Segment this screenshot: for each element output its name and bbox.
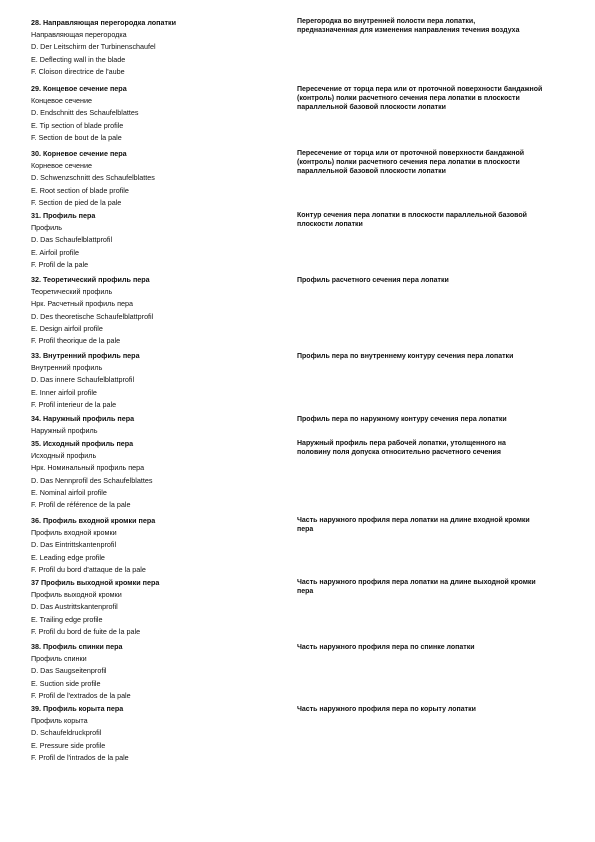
term-title: 37 Профиль выходной кромки пера xyxy=(31,578,160,587)
term-definition xyxy=(297,705,559,714)
term-block xyxy=(31,148,281,209)
term-french: F. Profil interieur de la pale xyxy=(31,399,117,409)
definition-line: Профиль пера по наружному контуру сечения пера лопатки xyxy=(297,416,507,423)
definition-line: пера xyxy=(297,588,314,595)
term-deprecated: Нрк. Расчетный профиль пера xyxy=(31,299,133,309)
term-block xyxy=(31,413,281,437)
term-title: 29. Концевое сечение пера xyxy=(31,84,127,93)
definition-line: плоскости лопатки xyxy=(297,221,363,228)
term-definition xyxy=(297,439,559,457)
term-title: 34. Наружный профиль пера xyxy=(31,414,135,423)
term-short: Теоретический профиль xyxy=(31,287,113,297)
term-title: 30. Корневое сечение пера xyxy=(31,149,127,158)
term-german: D. Das Austrittskantenprofil xyxy=(31,602,118,612)
term-block xyxy=(31,83,281,144)
term-block xyxy=(31,438,281,511)
term-short: Профиль входной кромки xyxy=(31,528,117,538)
term-english: E. Airfoil profile xyxy=(31,247,79,257)
definition-line: Пересечение от торца или от проточной поверхности бандажной xyxy=(297,150,525,157)
term-definition xyxy=(297,85,559,112)
term-english: E. Deflecting wall in the blade xyxy=(31,54,126,64)
term-german: D. Der Leitschirm der Turbinenschaufel xyxy=(31,42,156,52)
definition-line: пера xyxy=(297,526,314,533)
term-deprecated: Нрк. Номинальный профиль пера xyxy=(31,463,145,473)
term-short: Профиль выходной кромки xyxy=(31,590,122,600)
term-title: 31. Профиль пера xyxy=(31,211,96,220)
term-german: D. Des theoretische Schaufelblattprofil xyxy=(31,311,154,321)
term-block xyxy=(31,515,281,576)
term-french: F. Profil du bord de fuite de la pale xyxy=(31,626,141,636)
term-german: D. Schwenzschnitt des Schaufelblattes xyxy=(31,173,155,183)
term-french: F. Section de bout de la pale xyxy=(31,132,122,142)
term-french: F. Profil de référence de la pale xyxy=(31,500,131,510)
term-definition xyxy=(297,149,559,176)
term-french: F. Profil de la pale xyxy=(31,259,89,269)
term-german: D. Das Nennprofil des Schaufelblattes xyxy=(31,475,153,485)
term-english: E. Leading edge profile xyxy=(31,552,105,562)
term-short: Исходный профиль xyxy=(31,451,97,461)
term-definition xyxy=(297,276,559,285)
term-short: Концевое сечение xyxy=(31,96,92,106)
term-german: D. Endschnitt des Schaufelblattes xyxy=(31,108,139,118)
term-short: Профиль спинки xyxy=(31,654,87,664)
term-title: 35. Исходный профиль пера xyxy=(31,439,134,448)
term-english: E. Root section of blade profile xyxy=(31,185,129,195)
term-definition xyxy=(297,643,559,652)
term-short: Корневое сечение xyxy=(31,161,92,171)
term-german: D. Das Schaufelblattprofil xyxy=(31,235,113,245)
term-german: D. Das Eintrittskantenprofil xyxy=(31,540,117,550)
term-short: Профиль корыта xyxy=(31,716,88,726)
term-definition xyxy=(297,516,559,534)
term-block xyxy=(31,17,281,78)
term-short: Наружный профиль xyxy=(31,426,98,436)
term-german: D. Das Saugseitenprofil xyxy=(31,666,107,676)
definition-line: Контур сечения пера лопатки в плоскости параллельной базовой xyxy=(297,212,527,219)
term-block xyxy=(31,703,281,764)
term-french: F. Profil de l'intrados de la pale xyxy=(31,752,129,762)
term-title: 28. Направляющая перегородка лопатки xyxy=(31,18,177,27)
definition-line: Перегородка во внутренней полости пера лопатки, xyxy=(297,18,476,25)
term-english: E. Suction side profile xyxy=(31,678,101,688)
definition-line: (контроль) полки расчетного сечения пера лопатки в плоскости xyxy=(297,159,520,166)
term-block xyxy=(31,350,281,411)
term-block xyxy=(31,210,281,271)
definition-line: Наружный профиль пера рабочей лопатки, утолщенного на xyxy=(297,440,506,447)
term-block xyxy=(31,641,281,702)
term-english: E. Trailing edge profile xyxy=(31,614,103,624)
definition-line: параллельной базовой плоскости лопатки xyxy=(297,104,446,111)
term-short: Внутренний профиль xyxy=(31,363,103,373)
term-definition xyxy=(297,578,559,596)
term-title: 32. Теоретический профиль пера xyxy=(31,275,150,284)
term-french: F. Profil theorique de la pale xyxy=(31,336,121,346)
term-french: F. Profil du bord d'attaque de la pale xyxy=(31,564,146,574)
definition-line: предназначенная для изменения направления течения воздуха xyxy=(297,27,520,34)
term-short: Направляющая перегородка xyxy=(31,30,127,40)
definition-line: Часть наружного профиля пера по корыту лопатки xyxy=(297,706,476,713)
term-french: F. Cloison directrice de l'aube xyxy=(31,66,125,76)
definition-line: Часть наружного профиля пера лопатки на длине выходной кромки xyxy=(297,579,536,586)
definition-line: Часть наружного профиля пера по спинке лопатки xyxy=(297,644,475,651)
term-block xyxy=(31,577,281,638)
term-title: 36. Профиль входной кромки пера xyxy=(31,516,156,525)
term-english: E. Tip section of blade profile xyxy=(31,120,124,130)
term-german: D. Schaufeldruckprofil xyxy=(31,728,102,738)
definition-line: параллельной базовой плоскости лопатки xyxy=(297,168,446,175)
term-english: E. Nominal airfoil profile xyxy=(31,487,107,497)
term-french: F. Profil de l'extrados de la pale xyxy=(31,690,131,700)
term-definition xyxy=(297,415,559,424)
term-definition xyxy=(297,211,559,229)
term-title: 39. Профиль корыта пера xyxy=(31,704,124,713)
definition-line: Пересечение от торца пера или от проточной поверхности бандажной xyxy=(297,86,543,93)
definition-line: (контроль) полки расчетного сечения пера лопатки в плоскости xyxy=(297,95,520,102)
term-block xyxy=(31,274,281,347)
term-definition xyxy=(297,17,559,35)
definition-line: Профиль расчетного сечения пера лопатки xyxy=(297,277,449,284)
definition-line: Профиль пера по внутреннему контуру сечения пера лопатки xyxy=(297,353,514,360)
term-title: 33. Внутренний профиль пера xyxy=(31,351,140,360)
definition-line: Часть наружного профиля пера лопатки на длине входной кромки xyxy=(297,517,530,524)
term-french: F. Section de pied de la pale xyxy=(31,197,122,207)
term-english: E. Inner airfoil profile xyxy=(31,387,97,397)
term-short: Профиль xyxy=(31,223,63,233)
term-english: E. Pressure side profile xyxy=(31,740,106,750)
term-english: E. Design airfoil profile xyxy=(31,323,103,333)
definition-line: половину поля допуска относительно расчетного сечения xyxy=(297,449,501,456)
term-title: 38. Профиль спинки пера xyxy=(31,642,123,651)
term-german: D. Das innere Schaufelblattprofil xyxy=(31,375,135,385)
term-definition xyxy=(297,352,559,361)
